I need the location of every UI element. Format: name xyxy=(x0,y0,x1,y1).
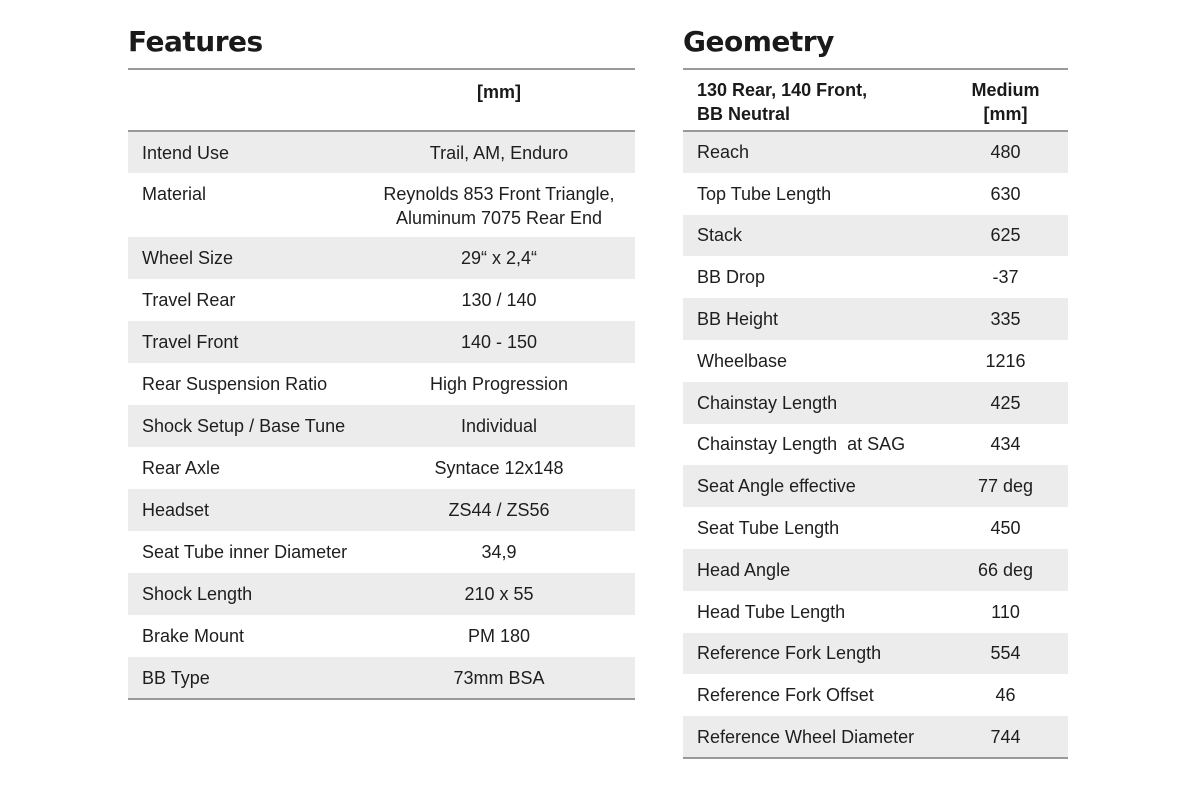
geometry-label: Wheelbase xyxy=(697,350,788,371)
feature-label: Wheel Size xyxy=(142,248,234,268)
feature-label: Travel Front xyxy=(142,332,239,352)
header-line: [mm] xyxy=(983,104,1028,124)
feature-label: BB Type xyxy=(142,667,210,688)
feature-value-line: Aluminum 7075 Rear End xyxy=(395,208,603,228)
header-line: 130 Rear, 140 Front, xyxy=(697,80,868,100)
feature-value: Syntace 12x148 xyxy=(434,458,564,478)
table-row xyxy=(128,237,635,279)
table-row xyxy=(128,405,635,447)
header-line: BB Neutral xyxy=(697,104,791,124)
table-row xyxy=(128,657,635,699)
features-header-unit: [mm] xyxy=(477,82,521,102)
geometry-value: 1216 xyxy=(985,350,1026,371)
header-line: Medium xyxy=(971,80,1040,100)
table-row xyxy=(128,363,635,405)
table-row xyxy=(683,424,1068,466)
features-table xyxy=(128,68,635,700)
geometry-label: Stack xyxy=(697,225,743,246)
geometry-value: 425 xyxy=(990,392,1021,413)
feature-label: Intend Use xyxy=(142,142,230,163)
geometry-value: 630 xyxy=(990,183,1021,204)
geometry-label: Reference Fork Length xyxy=(697,643,882,664)
feature-value: 29“ x 2,4“ xyxy=(460,248,538,268)
geometry-value: 450 xyxy=(990,518,1021,539)
geometry-table xyxy=(683,68,1068,759)
geometry-value: 744 xyxy=(990,726,1021,747)
geometry-label: BB Height xyxy=(697,309,779,330)
table-row xyxy=(128,447,635,489)
feature-value: 73mm BSA xyxy=(453,667,545,688)
geometry-value: 46 xyxy=(995,685,1016,706)
geometry-label: Reference Fork Offset xyxy=(697,685,874,706)
table-row xyxy=(683,215,1068,257)
table-row xyxy=(683,256,1068,298)
geometry-label: Reference Wheel Diameter xyxy=(697,726,915,747)
table-row xyxy=(683,674,1068,716)
feature-label: Material xyxy=(142,184,207,204)
feature-value: Individual xyxy=(460,416,538,436)
geometry-value: 554 xyxy=(990,643,1021,664)
table-row xyxy=(128,131,635,173)
table-row xyxy=(128,279,635,321)
geometry-title: Geometry xyxy=(683,25,834,58)
feature-value: 130 / 140 xyxy=(461,290,537,310)
feature-value: High Progression xyxy=(429,374,569,394)
feature-label: Brake Mount xyxy=(142,626,245,646)
feature-label: Rear Axle xyxy=(142,458,221,478)
features-header-row xyxy=(128,69,635,131)
table-row xyxy=(128,615,635,657)
feature-label: Rear Suspension Ratio xyxy=(142,374,328,394)
geometry-value: -37 xyxy=(992,267,1019,288)
feature-value: ZS44 / ZS56 xyxy=(448,500,550,520)
table-row xyxy=(128,489,635,531)
feature-value: 140 - 150 xyxy=(460,332,538,352)
table-row xyxy=(128,573,635,615)
geometry-header-row xyxy=(683,69,1068,131)
table-row xyxy=(683,716,1068,758)
geometry-value: 480 xyxy=(990,142,1021,163)
table-row xyxy=(683,507,1068,549)
feature-label: Shock Length xyxy=(142,584,253,604)
geometry-label: Head Tube Length xyxy=(697,601,846,622)
geometry-value: 77 deg xyxy=(977,476,1034,497)
feature-label: Travel Rear xyxy=(142,290,236,310)
feature-label: Shock Setup / Base Tune xyxy=(142,416,346,436)
table-row xyxy=(683,340,1068,382)
table-row xyxy=(128,321,635,363)
geometry-label: Seat Angle effective xyxy=(697,476,856,497)
feature-value: 210 x 55 xyxy=(464,584,534,604)
geometry-header-config xyxy=(683,69,943,131)
geometry-label: Head Angle xyxy=(697,559,791,580)
geometry-label: Chainstay Length xyxy=(697,392,838,413)
table-row xyxy=(128,531,635,573)
geometry-value: 110 xyxy=(991,601,1020,622)
table-row xyxy=(128,173,635,237)
feature-label: Headset xyxy=(142,500,210,520)
table-row xyxy=(683,382,1068,424)
feature-value: PM 180 xyxy=(467,626,531,646)
geometry-value: 335 xyxy=(990,309,1021,330)
table-row xyxy=(683,298,1068,340)
feature-value-line: Reynolds 853 Front Triangle, xyxy=(383,184,615,204)
feature-label: Seat Tube inner Diameter xyxy=(142,542,348,562)
geometry-label: Seat Tube Length xyxy=(697,518,840,539)
feature-value xyxy=(363,173,635,237)
geometry-label: Top Tube Length xyxy=(697,183,832,204)
geometry-label: BB Drop xyxy=(697,267,766,288)
geometry-value: 625 xyxy=(990,225,1021,246)
geometry-label: Reach xyxy=(697,142,750,163)
table-row xyxy=(683,131,1068,173)
geometry-value: 434 xyxy=(990,434,1021,455)
table-row xyxy=(683,549,1068,591)
table-row xyxy=(683,633,1068,675)
features-header-label xyxy=(128,69,363,131)
feature-value: 34,9 xyxy=(481,542,517,562)
feature-value: Trail, AM, Enduro xyxy=(429,142,569,163)
geometry-label: Chainstay Length at SAG xyxy=(697,434,906,455)
geometry-header-size xyxy=(943,69,1068,131)
table-row xyxy=(683,465,1068,507)
table-row xyxy=(683,173,1068,215)
table-row xyxy=(683,591,1068,633)
geometry-value: 66 deg xyxy=(977,559,1034,580)
features-title: Features xyxy=(128,25,263,58)
